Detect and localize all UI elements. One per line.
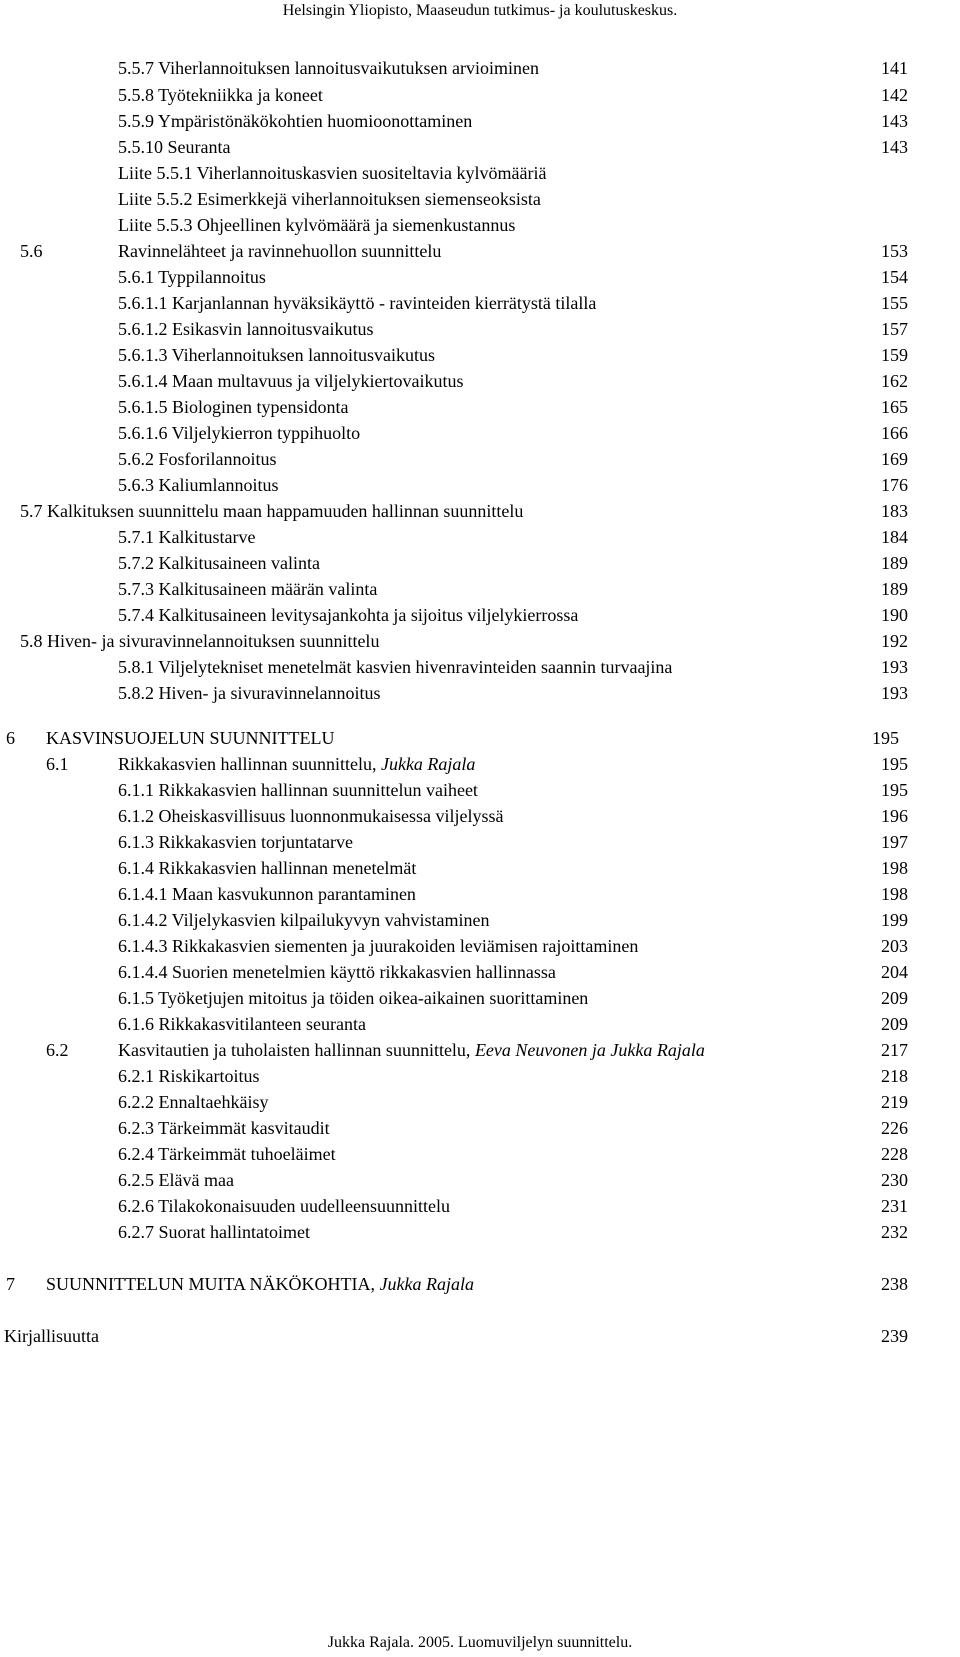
toc-entry-page: 184: [881, 527, 908, 547]
toc-entry-page: 217: [881, 1040, 908, 1060]
toc-entry[interactable]: [0, 934, 960, 958]
toc-entry[interactable]: [0, 960, 960, 984]
toc-entry-title: 5.6.1.3 Viherlannoituksen lannoitusvaikutus: [118, 345, 436, 365]
toc-entry[interactable]: [0, 56, 960, 80]
toc-entry[interactable]: [0, 187, 960, 211]
toc-entry-number: 6: [6, 728, 15, 748]
toc-entry-page: 197: [881, 832, 908, 852]
toc-entry-page: 154: [881, 267, 908, 287]
toc-entry-title: 5.6.1.6 Viljelykierron typpihuolto: [118, 423, 361, 443]
toc-entry-page: 165: [881, 397, 908, 417]
toc-entry[interactable]: [0, 1116, 960, 1140]
toc-entry-title-text: Ravinnelähteet ja ravinnehuollon suunnittelu: [118, 241, 442, 261]
toc-entry[interactable]: [0, 1324, 960, 1348]
toc-entry-page: 226: [881, 1118, 908, 1138]
toc-entry-page: 189: [881, 553, 908, 573]
toc-entry-page: 189: [881, 579, 908, 599]
toc-entry-title: 5.7.3 Kalkitusaineen määrän valinta: [118, 579, 378, 599]
toc-entry[interactable]: [0, 577, 960, 601]
toc-entry-page: 193: [881, 657, 908, 677]
toc-entry-page: 218: [881, 1066, 908, 1086]
toc-entry-page: 195: [872, 728, 899, 748]
toc-entry-title: 5.8 Hiven- ja sivuravinnelannoituksen suunnittelu: [20, 631, 380, 651]
toc-entry-title: 6.2.4 Tärkeimmät tuhoeläimet: [118, 1144, 336, 1164]
toc-entry[interactable]: [0, 1090, 960, 1114]
toc-entry-title: 5.6.1.1 Karjanlannan hyväksikäyttö - ravinteiden kierrätystä tilalla: [118, 293, 597, 313]
toc-entry-title: 6.2.5 Elävä maa: [118, 1170, 234, 1190]
toc-entry-number: 6.1: [46, 754, 69, 774]
toc-entry-title: 5.7.1 Kalkitustarve: [118, 527, 256, 547]
toc-entry[interactable]: [0, 551, 960, 575]
toc-entry-page: 209: [881, 988, 908, 1008]
toc-entry-page: 204: [881, 962, 908, 982]
toc-entry[interactable]: [0, 655, 960, 679]
toc-entry-title: 6.1.4 Rikkakasvien hallinnan menetelmät: [118, 858, 417, 878]
toc-entry-title: Liite 5.5.3 Ohjeellinen kylvömäärä ja siemenkustannus: [118, 215, 516, 235]
toc-entry-page: 155: [881, 293, 908, 313]
toc-entry-page: 143: [881, 111, 908, 131]
toc-entry-title: 6.1.3 Rikkakasvien torjuntatarve: [118, 832, 353, 852]
toc-entry-title: 5.6.1.5 Biologinen typensidonta: [118, 397, 349, 417]
toc-entry-title: [118, 1038, 705, 1062]
toc-entry-title: 5.5.7 Viherlannoituksen lannoitusvaikutuksen arvioiminen: [118, 58, 540, 78]
toc-entry-author: Jukka Rajala: [379, 1274, 474, 1294]
toc-entry-number: 6.2: [46, 1040, 69, 1060]
toc-entry[interactable]: [0, 239, 960, 263]
toc-entry[interactable]: [0, 856, 960, 880]
toc-entry-title: 6.1.4.2 Viljelykasvien kilpailukyvyn vahvistaminen: [118, 910, 490, 930]
toc-entry-page: 198: [881, 884, 908, 904]
toc-entry-title: 5.7 Kalkituksen suunnittelu maan happamuuden hallinnan suunnittelu: [20, 501, 524, 521]
toc-entry[interactable]: [0, 1038, 960, 1062]
toc-entry-page: 176: [881, 475, 908, 495]
toc-entry[interactable]: [0, 109, 960, 133]
toc-entry-page: 232: [881, 1222, 908, 1242]
toc-entry-page: 230: [881, 1170, 908, 1190]
toc-entry-title: 6.1.2 Oheiskasvillisuus luonnonmukaisessa viljelyssä: [118, 806, 504, 826]
toc-entry-title: 5.8.1 Viljelytekniset menetelmät kasvien hivenravinteiden saannin turvaajina: [118, 657, 673, 677]
toc-entry-title: [46, 1272, 474, 1296]
toc-entry[interactable]: [0, 1194, 960, 1218]
toc-entry[interactable]: [0, 603, 960, 627]
toc-entry[interactable]: [0, 908, 960, 932]
toc-entry-page: 157: [881, 319, 908, 339]
toc-entry-page: 162: [881, 371, 908, 391]
toc-entry-page: 166: [881, 423, 908, 443]
toc-entry-title: Kirjallisuutta: [4, 1326, 99, 1346]
toc-entry-title: 5.5.9 Ympäristönäkökohtien huomioonottaminen: [118, 111, 473, 131]
toc-entry[interactable]: [0, 1168, 960, 1192]
toc-entry-title-text: SUUNNITTELUN MUITA NÄKÖKOHTIA,: [46, 1274, 380, 1294]
toc-entry[interactable]: [0, 752, 960, 776]
toc-entry-number: 7: [6, 1274, 15, 1294]
toc-entry-title: [46, 726, 334, 750]
toc-entry[interactable]: [0, 882, 960, 906]
toc-entry[interactable]: [0, 421, 960, 445]
toc-entry-title: 6.1.4.1 Maan kasvukunnon parantaminen: [118, 884, 416, 904]
toc-entry[interactable]: [0, 1142, 960, 1166]
toc-entry-title: 6.2.1 Riskikartoitus: [118, 1066, 260, 1086]
toc-entry[interactable]: [0, 83, 960, 107]
toc-entry-page: 209: [881, 1014, 908, 1034]
toc-entry-page: 142: [881, 85, 908, 105]
toc-entry-page: 190: [881, 605, 908, 625]
toc-entry-title: 6.1.5 Työketjujen mitoitus ja töiden oikea-aikainen suorittaminen: [118, 988, 589, 1008]
toc-entry-title: 5.7.2 Kalkitusaineen valinta: [118, 553, 320, 573]
toc-entry-title: 5.6.3 Kaliumlannoitus: [118, 475, 279, 495]
toc-entry-title: [118, 239, 441, 263]
toc-entry[interactable]: [0, 161, 960, 185]
running-footer: Jukka Rajala. 2005. Luomuviljelyn suunnittelu.: [327, 1634, 633, 1651]
toc-entry-title-text: Kasvitautien ja tuholaisten hallinnan suunnittelu,: [118, 1040, 475, 1060]
toc-entry-title-text: KASVINSUOJELUN SUUNNITTELU: [46, 728, 335, 748]
toc-entry-page: 239: [881, 1326, 908, 1346]
toc-entry[interactable]: [0, 629, 960, 653]
toc-entry[interactable]: [0, 804, 960, 828]
toc-entry-page: 219: [881, 1092, 908, 1112]
toc-entry-page: 193: [881, 683, 908, 703]
toc-entry[interactable]: [0, 291, 960, 315]
toc-entry[interactable]: [0, 265, 960, 289]
toc-entry[interactable]: [0, 1272, 960, 1296]
toc-entry[interactable]: [0, 986, 960, 1010]
toc-entry[interactable]: [0, 395, 960, 419]
toc-entry-page: 231: [881, 1196, 908, 1216]
toc-entry[interactable]: [0, 473, 960, 497]
toc-entry[interactable]: [0, 499, 960, 523]
toc-entry-title: 6.2.2 Ennaltaehkäisy: [118, 1092, 269, 1112]
toc-entry-title: 6.2.3 Tärkeimmät kasvitaudit: [118, 1118, 330, 1138]
toc-entry-page: 141: [881, 58, 908, 78]
toc-entry-title: 6.2.7 Suorat hallintatoimet: [118, 1222, 310, 1242]
toc-entry[interactable]: [0, 317, 960, 341]
toc-entry-title: 5.6.1 Typpilannoitus: [118, 267, 266, 287]
toc-entry-page: 238: [881, 1274, 908, 1294]
toc-entry-title-text: Rikkakasvien hallinnan suunnittelu,: [118, 754, 381, 774]
toc-entry-page: 169: [881, 449, 908, 469]
toc-entry[interactable]: [0, 726, 960, 750]
toc-entry-title: Liite 5.5.1 Viherlannoituskasvien suositeltavia kylvömääriä: [118, 163, 547, 183]
toc-entry-page: 196: [881, 806, 908, 826]
toc-entry-title: 6.1.6 Rikkakasvitilanteen seuranta: [118, 1014, 366, 1034]
toc-entry-page: 198: [881, 858, 908, 878]
toc-entry-page: 195: [881, 780, 908, 800]
toc-entry-number: 5.6: [20, 241, 43, 261]
toc-entry-page: 143: [881, 137, 908, 157]
toc-entry-title: 6.2.6 Tilakokonaisuuden uudelleensuunnittelu: [118, 1196, 450, 1216]
toc-entry-page: 199: [881, 910, 908, 930]
toc-entry-title: Liite 5.5.2 Esimerkkejä viherlannoituksen siemenseoksista: [118, 189, 541, 209]
toc-entry-title: 5.7.4 Kalkitusaineen levitysajankohta ja sijoitus viljelykierrossa: [118, 605, 579, 625]
toc-entry-title: 5.6.1.4 Maan multavuus ja viljelykiertovaikutus: [118, 371, 464, 391]
toc-entry-page: 195: [881, 754, 908, 774]
toc-entry-page: 153: [881, 241, 908, 261]
running-header: Helsingin Yliopisto, Maaseudun tutkimus- ja koulutuskeskus.: [282, 2, 678, 19]
toc-entry[interactable]: [0, 447, 960, 471]
toc-entry-title: 5.5.8 Työtekniikka ja koneet: [118, 85, 323, 105]
toc-entry[interactable]: [0, 525, 960, 549]
toc-entry-title: 5.6.2 Fosforilannoitus: [118, 449, 277, 469]
toc-entry[interactable]: [0, 778, 960, 802]
toc-entry-title: 5.6.1.2 Esikasvin lannoitusvaikutus: [118, 319, 374, 339]
toc-entry[interactable]: [0, 213, 960, 237]
toc-entry[interactable]: [0, 1012, 960, 1036]
toc-entry[interactable]: [0, 343, 960, 367]
toc-entry-title: 5.5.10 Seuranta: [118, 137, 231, 157]
toc-entry-page: 192: [881, 631, 908, 651]
toc-entry[interactable]: [0, 369, 960, 393]
toc-entry-page: 183: [881, 501, 908, 521]
toc-entry-page: 228: [881, 1144, 908, 1164]
toc-entry-title: 6.1.1 Rikkakasvien hallinnan suunnittelun vaiheet: [118, 780, 478, 800]
toc-entry-page: 159: [881, 345, 908, 365]
toc-entry-title: 5.8.2 Hiven- ja sivuravinnelannoitus: [118, 683, 381, 703]
toc-entry[interactable]: [0, 135, 960, 159]
toc-entry-author: Eeva Neuvonen ja Jukka Rajala: [474, 1040, 705, 1060]
toc-entry-page: 203: [881, 936, 908, 956]
toc-entry-author: Jukka Rajala: [380, 754, 476, 774]
toc-entry-title: 6.1.4.4 Suorien menetelmien käyttö rikkakasvien hallinnassa: [118, 962, 556, 982]
toc-entry[interactable]: [0, 681, 960, 705]
toc-entry[interactable]: [0, 1220, 960, 1244]
toc-entry-title: 6.1.4.3 Rikkakasvien siementen ja juurakoiden leviämisen rajoittaminen: [118, 936, 639, 956]
toc-entry-title: [118, 752, 475, 776]
toc-entry[interactable]: [0, 830, 960, 854]
toc-entry[interactable]: [0, 1064, 960, 1088]
